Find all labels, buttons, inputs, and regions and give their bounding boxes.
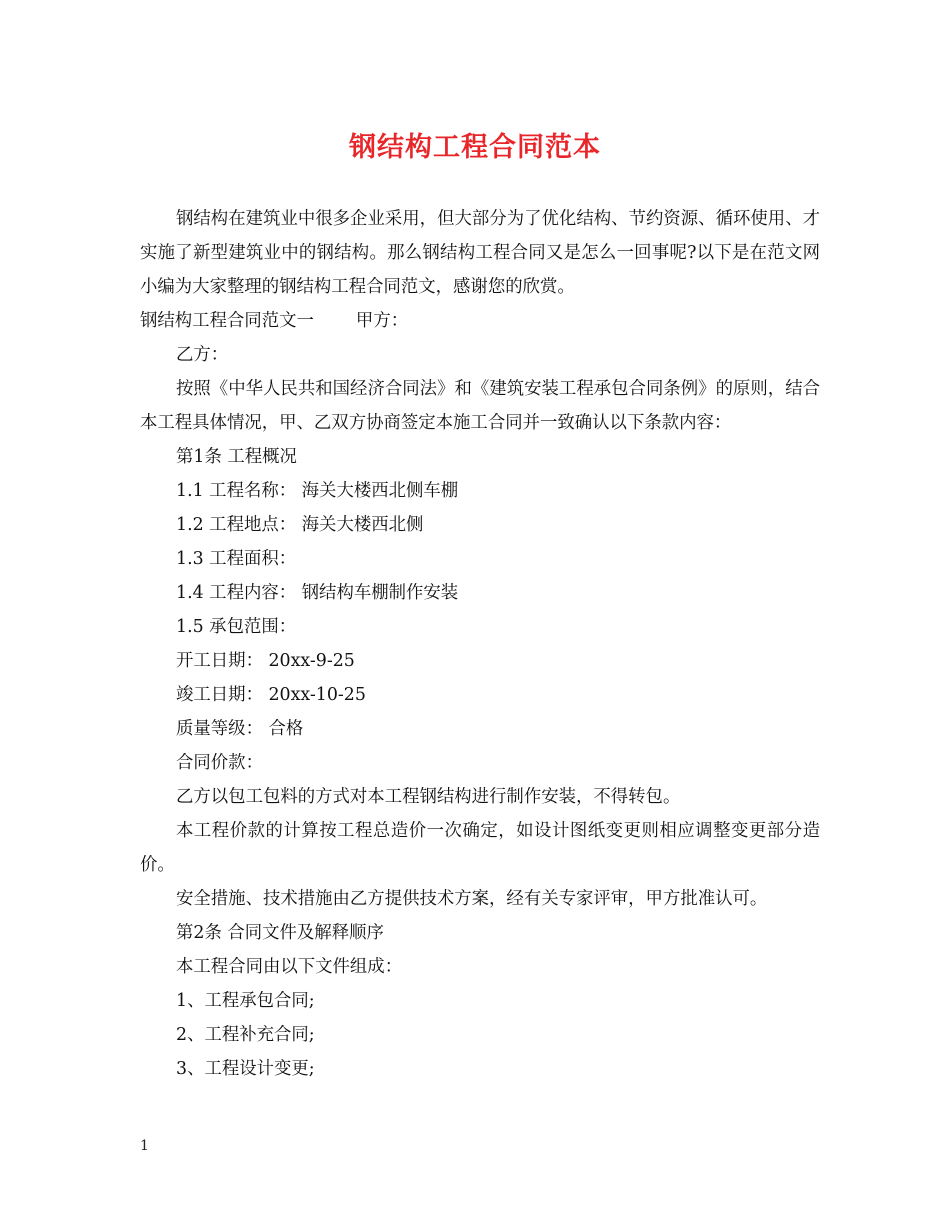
price-label: 合同价款： — [176, 753, 263, 773]
item-1-5: 1.5 承包范围： — [176, 617, 297, 637]
document-title: 钢结构工程合同范本 — [349, 132, 601, 163]
intro-paragraph: 钢结构在建筑业中很多企业采用，但大部分为了优化结构、节约资源、循环使用、才实施了新型建筑业中的钢结构。那么钢结构工程合同又是怎么一回事呢?以下是在范文网小编为大家整理的钢结构工程合同范文，感谢您的欣赏。 — [140, 209, 820, 297]
article-2-title: 第2条 合同文件及解释顺序 — [176, 923, 384, 943]
article-1-title: 第1条 工程概况 — [176, 447, 297, 467]
section-heading: 钢结构工程合同范文一 — [140, 311, 314, 331]
item-1-1: 1.1 工程名称： 海关大楼西北侧车棚 — [176, 481, 459, 501]
section-heading-line — [140, 304, 820, 338]
document-item-1: 1、工程承包合同; — [176, 991, 315, 1011]
start-date: 开工日期： 20xx-9-25 — [176, 651, 355, 671]
documents-intro: 本工程合同由以下文件组成： — [176, 957, 403, 977]
party-a-label: 甲方： — [355, 311, 409, 331]
document-item-3: 3、工程设计变更; — [176, 1059, 315, 1079]
document-item-2: 2、工程补充合同; — [176, 1025, 315, 1045]
page-number: 1 — [140, 1138, 149, 1154]
item-1-3: 1.3 工程面积： — [176, 549, 297, 569]
safety-paragraph: 安全措施、技术措施由乙方提供技术方案，经有关专家评审，甲方批准认可。 — [176, 889, 768, 909]
quality-level: 质量等级： 合格 — [176, 719, 304, 739]
price-calculation-paragraph: 本工程价款的计算按工程总造价一次确定，如设计图纸变更则相应调整变更部分造价。 — [140, 821, 820, 875]
basis-paragraph: 按照《中华人民共和国经济合同法》和《建筑安装工程承包合同条例》的原则，结合本工程具体情况，甲、乙双方协商签定本施工合同并一致确认以下条款内容： — [140, 379, 820, 433]
contracting-method: 乙方以包工包料的方式对本工程钢结构进行制作安装，不得转包。 — [176, 787, 681, 807]
item-1-2: 1.2 工程地点： 海关大楼西北侧 — [176, 515, 424, 535]
document-body — [140, 202, 820, 1086]
end-date: 竣工日期： 20xx-10-25 — [176, 685, 366, 705]
item-1-4: 1.4 工程内容： 钢结构车棚制作安装 — [176, 583, 459, 603]
party-b-label: 乙方： — [176, 345, 229, 365]
